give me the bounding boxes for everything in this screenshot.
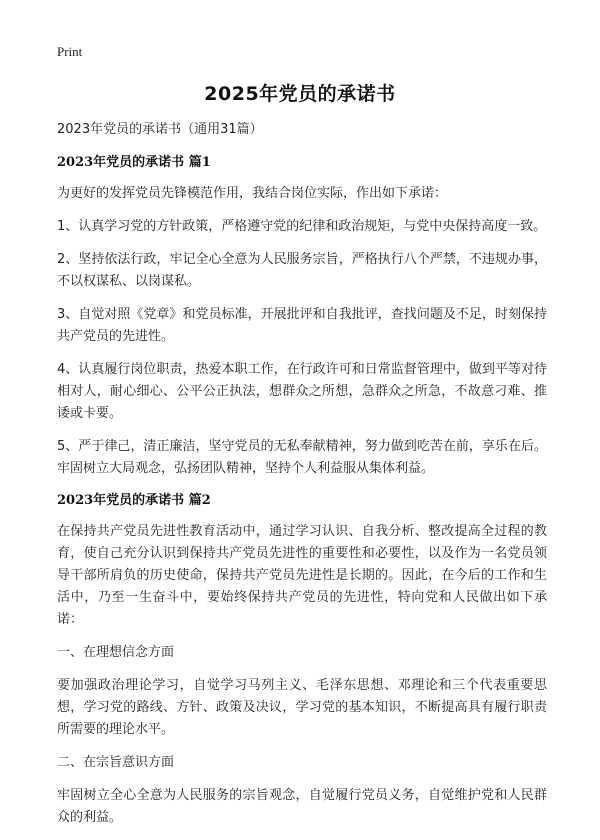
section-1-paragraph: 3、自觉对照《党章》和党员标准，开展批评和自我批评，查找问题及不足，时刻保持共产党员的先进性。: [57, 307, 547, 344]
page-title: 2025年党员的承诺书: [204, 83, 396, 105]
section-2-paragraph: 牢固树立全心全意为人民服务的宗旨观念，自觉履行党员义务，自觉维护党和人民群众的利益。: [57, 788, 547, 825]
section-2-paragraph: 在保持共产党员先进性教育活动中，通过学习认识、自我分析、整改提高全过程的教育，使自己充分认识到保持共产党员先进性的重要性和必要性，以及作为一名党员领导干部所肩负的历史使命，保持共产党员先进性是长期的。因此，在今后的工作和生活中，乃至一生奋斗中，要始终保持共产党员的先进性，特向党和人民做出如下承诺：: [57, 524, 547, 627]
document-body: [57, 120, 547, 840]
section-heading-1: 2023年党员的承诺书 篇1: [57, 155, 211, 170]
section-heading-2: 2023年党员的承诺书 篇2: [57, 493, 211, 508]
section-1-paragraph: 为更好的发挥党员先锋模范作用，我结合岗位实际，作出如下承诺：: [57, 186, 448, 201]
section-1-paragraph: 1、认真学习党的方针政策，严格遵守党的纪律和政治规矩，与党中央保持高度一致。: [57, 219, 547, 234]
document-subtitle: 2023年党员的承诺书（通用31篇）: [57, 122, 263, 137]
section-2-paragraph: 要加强政治理论学习，自觉学习马列主义、毛泽东思想、邓理论和三个代表重要思想，学习党的路线、方针、政策及决议，学习党的基本知识，不断提高具有履行职责所需要的理论水平。: [57, 678, 547, 737]
section-1-paragraph: 4、认真履行岗位职责，热爱本职工作，在行政许可和日常监督管理中，做到平等对待相对人，耐心细心、公平公正执法，想群众之所想，急群众之所急，不故意刁难、推诿或卡要。: [57, 362, 547, 421]
section-1-paragraph: 5、严于律己，清正廉洁，坚守党员的无私奉献精神，努力做到吃苦在前，享乐在后。牢固树立大局观念，弘扬团队精神，坚持个人利益服从集体利益。: [57, 439, 547, 476]
section-2-subheading: 二、在宗旨意识方面: [57, 755, 175, 770]
section-2-subheading: 一、在理想信念方面: [57, 645, 175, 660]
section-1-paragraph: 2、坚持依法行政，牢记全心全意为人民服务宗旨，严格执行八个严禁，不违规办事，不以权谋私、以岗谋私。: [57, 252, 547, 289]
print-link[interactable]: Print: [57, 44, 83, 59]
